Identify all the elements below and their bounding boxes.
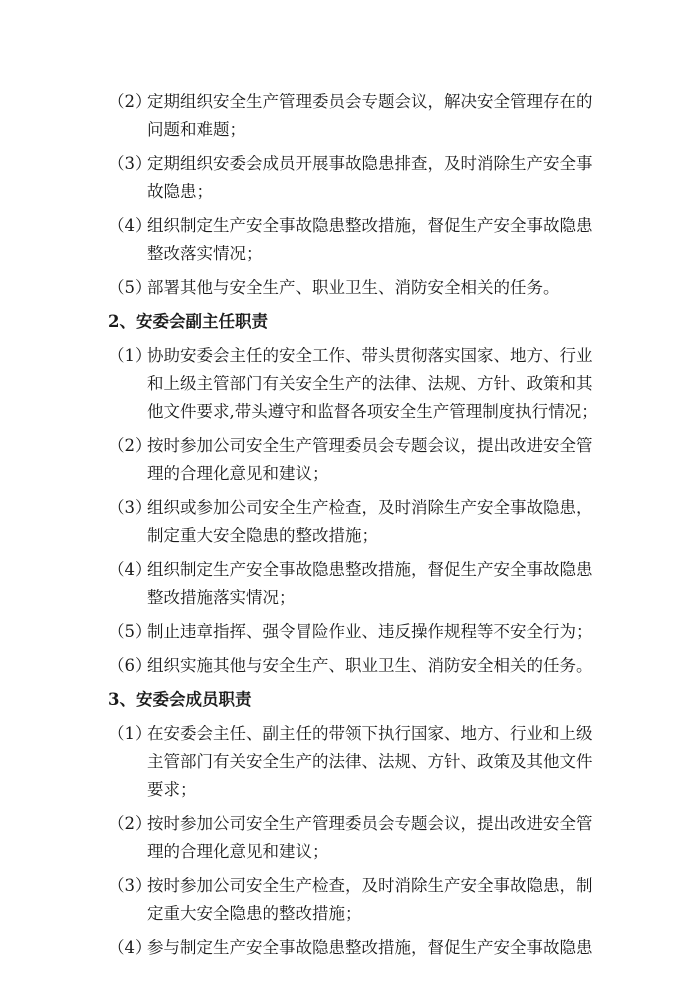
item-number: （4） xyxy=(108,938,152,957)
document-body xyxy=(108,88,608,968)
item-text: 协助安委会主任的安全工作、带头贯彻落实国家、地方、行业和上级主管部门有关安全生产的法律、法规、方针、政策和其他文件要求,带头遵守和监督各项安全生产管理制度执行情况； xyxy=(147,346,598,421)
item-number: （1） xyxy=(108,724,152,743)
section-vice-director-duties xyxy=(108,308,608,680)
item-number: （5） xyxy=(108,278,152,297)
item-text: 组织或参加公司安全生产检查，及时消除生产安全事故隐患，制定重大安全隐患的整改措施； xyxy=(147,498,593,545)
item-number: （4） xyxy=(108,560,152,579)
item-text: 按时参加公司安全生产管理委员会专题会议，提出改进安全管理的合理化意见和建议； xyxy=(147,814,593,861)
list-item xyxy=(108,934,608,962)
item-text: 组织实施其他与安全生产、职业卫生、消防安全相关的任务。 xyxy=(147,656,593,675)
list-item xyxy=(108,212,608,268)
item-text: 按时参加公司安全生产管理委员会专题会议，提出改进安全管理的合理化意见和建议； xyxy=(147,436,593,483)
list-item xyxy=(108,342,608,426)
item-text: 定期组织安全生产管理委员会专题会议，解决安全管理存在的问题和难题； xyxy=(147,92,593,139)
item-text: 定期组织安委会成员开展事故隐患排查，及时消除生产安全事故隐患； xyxy=(147,154,593,201)
item-number: （2） xyxy=(108,92,152,111)
list-item xyxy=(108,652,608,680)
item-number: （2） xyxy=(108,814,152,833)
item-text: 组织制定生产安全事故隐患整改措施，督促生产安全事故隐患整改措施落实情况； xyxy=(147,560,593,607)
item-text: 组织制定生产安全事故隐患整改措施，督促生产安全事故隐患整改落实情况； xyxy=(147,216,593,263)
item-number: （5） xyxy=(108,622,152,641)
item-text: 在安委会主任、副主任的带领下执行国家、地方、行业和上级主管部门有关安全生产的法律、法规、方针、政策及其他文件要求； xyxy=(147,724,593,799)
item-number: （3） xyxy=(108,498,152,517)
list-item xyxy=(108,150,608,206)
list-item xyxy=(108,432,608,488)
item-text: 按时参加公司安全生产检查，及时消除生产安全事故隐患，制定重大安全隐患的整改措施； xyxy=(147,876,593,923)
intro-list xyxy=(108,88,608,302)
list-item xyxy=(108,810,608,866)
item-text: 参与制定生产安全事故隐患整改措施，督促生产安全事故隐患 xyxy=(147,938,593,957)
item-number: （1） xyxy=(108,346,152,365)
item-number: （4） xyxy=(108,216,152,235)
item-number: （2） xyxy=(108,436,152,455)
section-member-duties xyxy=(108,686,608,962)
list-item xyxy=(108,618,608,646)
item-number: （3） xyxy=(108,154,152,173)
list-item xyxy=(108,556,608,612)
item-number: （6） xyxy=(108,656,152,675)
item-text: 部署其他与安全生产、职业卫生、消防安全相关的任务。 xyxy=(147,278,560,297)
item-text: 制止违章指挥、强令冒险作业、违反操作规程等不安全行为； xyxy=(147,622,593,641)
list-item xyxy=(108,88,608,144)
section-heading: 3、安委会成员职责 xyxy=(108,690,252,709)
section-heading: 2、安委会副主任职责 xyxy=(108,312,268,331)
item-number: （3） xyxy=(108,876,152,895)
list-item xyxy=(108,872,608,928)
list-item xyxy=(108,274,608,302)
list-item xyxy=(108,720,608,804)
list-item xyxy=(108,494,608,550)
